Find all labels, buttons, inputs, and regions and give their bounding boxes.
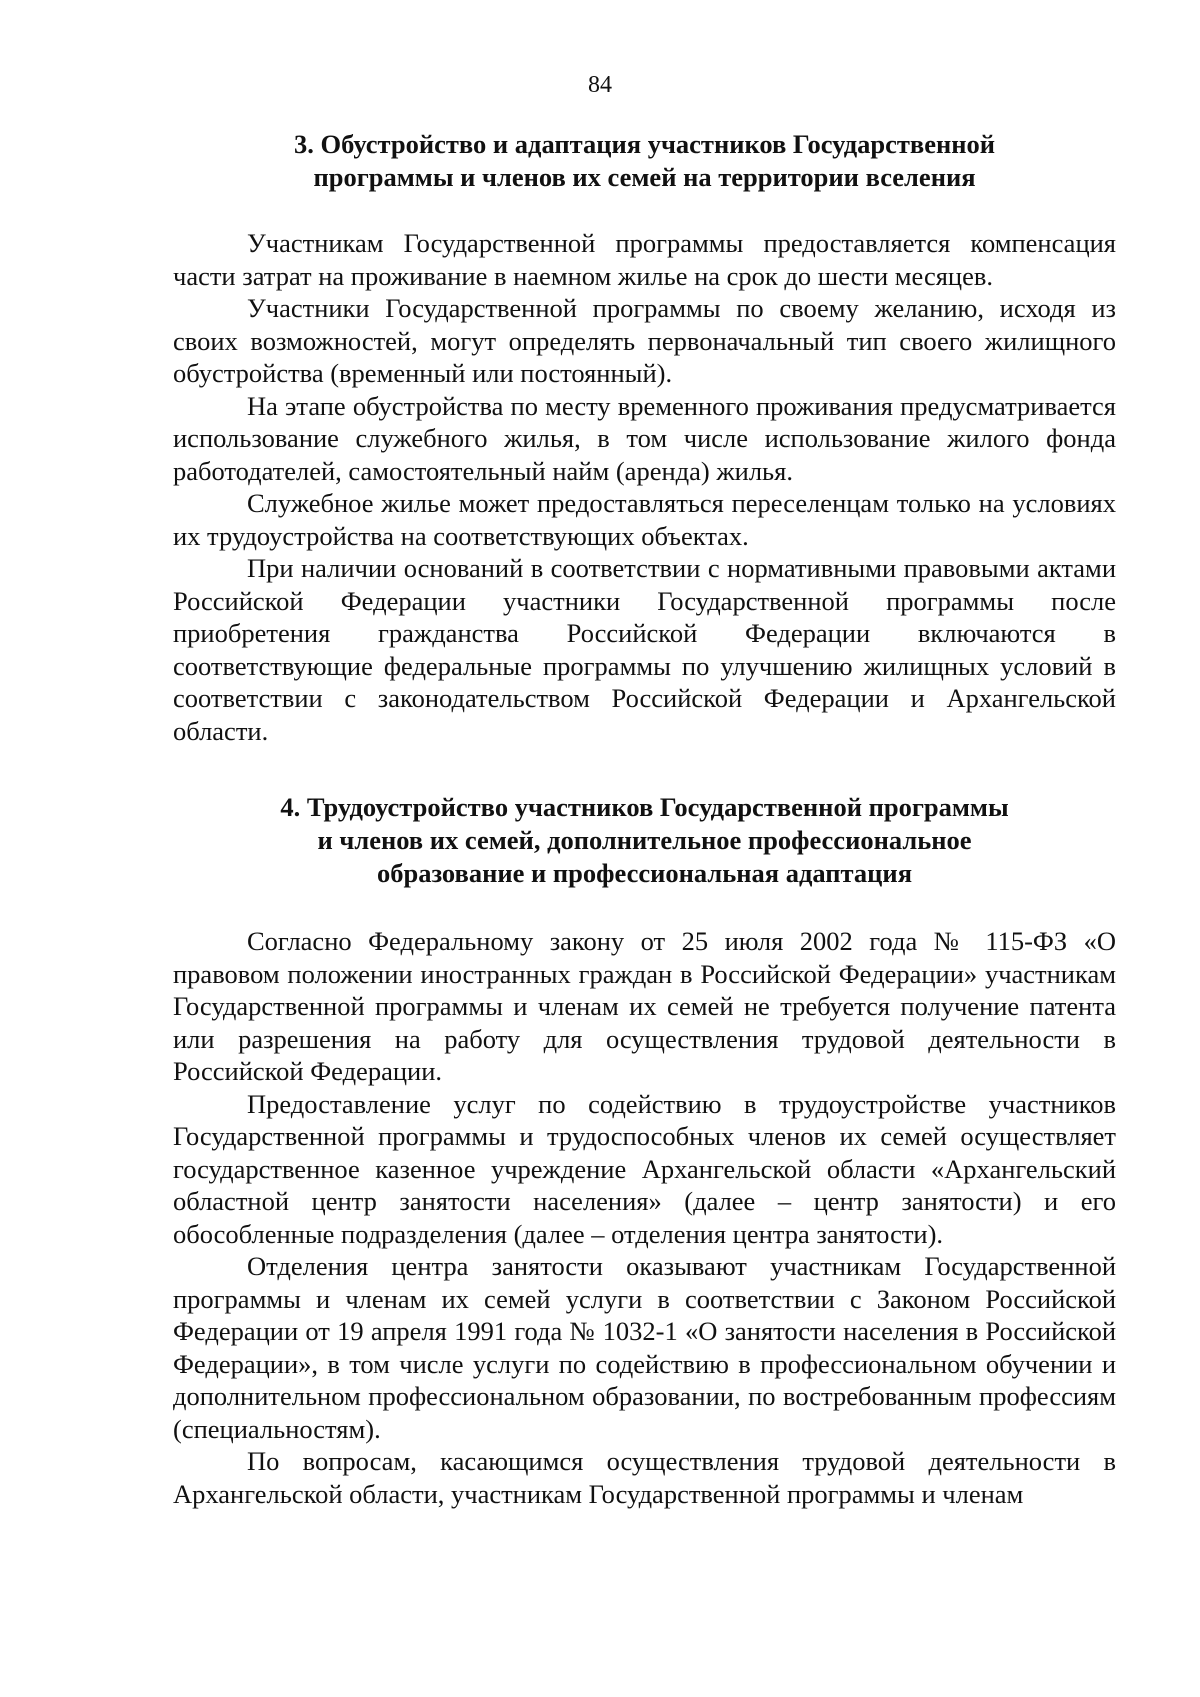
section-3-heading-line: программы и членов их семей на территории вселения [313, 162, 976, 192]
section-4-heading [173, 791, 1116, 890]
section-3-heading [173, 128, 1116, 194]
paragraph: Согласно Федеральному закону от 25 июля 2002 года № 115-ФЗ «О правовом положении иностранных граждан в Российской Федерации» участникам Государственной программы и членам их семей не требуется получение патента или разрешения на работу для осуществления трудовой деятельности в Российской Федерации. [173, 926, 1116, 1086]
paragraph: Участники Государственной программы по своему желанию, исходя из своих возможностей, могут определять первоначальный тип своего жилищного обустройства (временный или постоянный). [173, 293, 1116, 388]
page-number: 84 [588, 72, 612, 98]
paragraph: Предоставление услуг по содействию в трудоустройстве участников Государственной программы и трудоспособных членов их семей осуществляет государственное казенное учреждение Архангельской области «Архангельский областной центр занятости населения» (далее – центр занятости) и его обособленные подразделения (далее – отделения центра занятости). [173, 1088, 1116, 1249]
section-3-heading-line: 3. Обустройство и адаптация участников Государственной [293, 129, 996, 159]
section-4-heading-line: и членов их семей, дополнительное профессиональное [317, 825, 972, 855]
paragraph: Участникам Государственной программы предоставляется компенсация части затрат на проживание в наемном жилье на срок до шести месяцев. [173, 228, 1116, 291]
paragraph: Отделения центра занятости оказывают участникам Государственной программы и членам их семей услуги в соответствии с Законом Российской Федерации от 19 апреля 1991 года № 1032-1 «О занятости населения в Российской Федерации», в том числе услуги по содействию в профессиональном обучении и дополнительном профессиональном образовании, по востребованным профессиям (специальностям). [173, 1251, 1116, 1444]
section-4-body [173, 925, 1116, 1510]
section-4-heading-line: образование и профессиональная адаптация [376, 858, 913, 888]
paragraph: Служебное жилье может предоставляться переселенцам только на условиях их трудоустройства на соответствующих объектах. [173, 488, 1116, 551]
section-4-heading-line: 4. Трудоустройство участников Государственной программы [280, 792, 1009, 822]
section-3-body [173, 227, 1116, 747]
paragraph: По вопросам, касающимся осуществления трудовой деятельности в Архангельской области, участникам Государственной программы и членам [173, 1446, 1116, 1509]
paragraph: На этапе обустройства по месту временного проживания предусматривается использование служебного жилья, в том числе использование жилого фонда работодателей, самостоятельный найм (аренда) жилья. [173, 390, 1116, 486]
page-content [173, 128, 1116, 1510]
paragraph: При наличии оснований в соответствии с нормативными правовыми актами Российской Федерации участники Государственной программы после приобретения гражданства Российской Федерации включаются в соответствующие федеральные программы по улучшению жилищных условий в соответствии с законодательством Российской Федерации и Архангельской области. [173, 553, 1116, 746]
